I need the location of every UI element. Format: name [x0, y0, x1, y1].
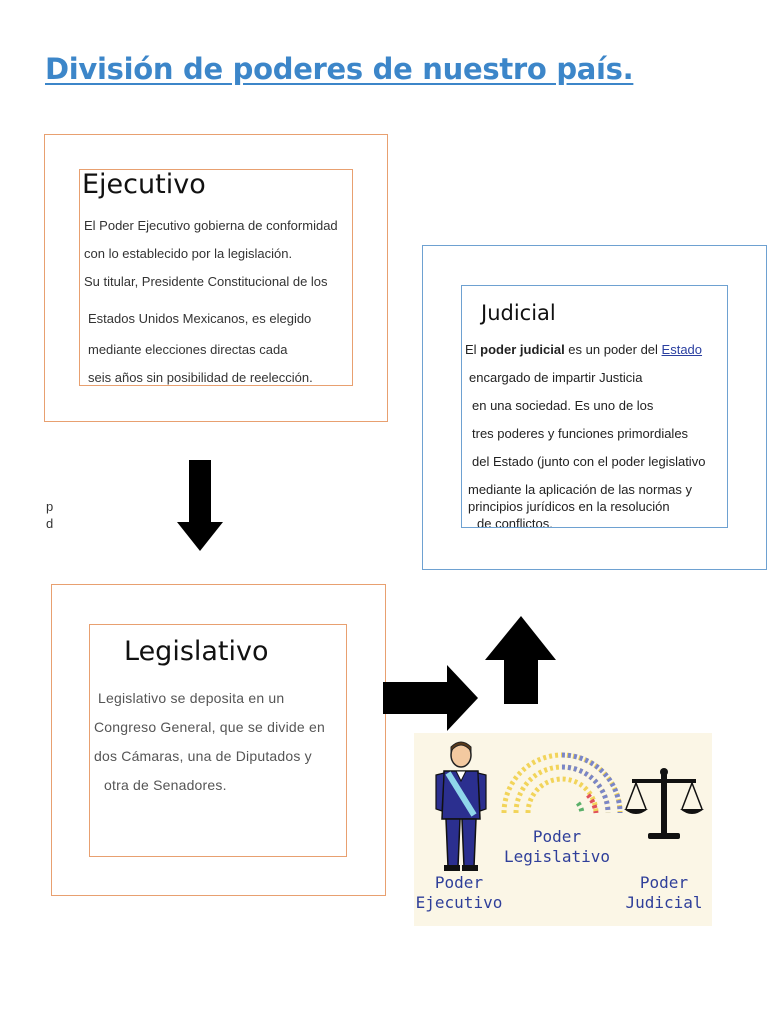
legislativo-text-line: dos Cámaras, una de Diputados y	[94, 748, 312, 764]
judicial-bold-term: poder judicial	[480, 342, 565, 357]
ejecutivo-text-line: con lo establecido por la legislación.	[84, 246, 293, 261]
label-line: Poder	[639, 873, 689, 892]
judicial-text-line: tres poderes y funciones primordiales	[472, 426, 689, 441]
ejecutivo-text-line: mediante elecciones directas cada	[88, 342, 288, 357]
legislativo-heading: Legislativo	[124, 636, 269, 667]
stray-text: d	[46, 516, 54, 531]
label-line: Poder	[434, 873, 484, 892]
legislativo-text-line: Legislativo se deposita en un	[98, 690, 285, 706]
judicial-text-line: mediante la aplicación de las normas y	[468, 482, 693, 497]
label-poder-ejecutivo	[414, 873, 504, 913]
ejecutivo-heading: Ejecutivo	[82, 169, 206, 200]
judicial-text-line: de conflictos.	[477, 516, 553, 528]
label-poder-judicial	[618, 873, 710, 913]
judicial-text-line: principios jurídicos en la resolución	[468, 499, 670, 514]
ejecutivo-text-line: seis años sin posibilidad de reelección.	[88, 370, 313, 385]
ejecutivo-text-line: Su titular, Presidente Constitucional de los	[84, 274, 328, 289]
judicial-line-middle: es un poder del	[564, 342, 662, 357]
scales-of-justice-icon	[622, 767, 706, 843]
judicial-text-line	[465, 342, 702, 357]
arrow-up-icon	[485, 616, 557, 704]
division-of-powers-illustration	[414, 733, 712, 926]
label-line: Judicial	[625, 893, 703, 912]
page-title: División de poderes de nuestro país.	[45, 52, 634, 86]
legislativo-text-line: otra de Senadores.	[104, 777, 227, 793]
ejecutivo-text-line: Estados Unidos Mexicanos, es elegido	[88, 311, 312, 326]
stray-text: p	[46, 499, 54, 514]
label-poder-legislativo	[502, 827, 612, 867]
judicial-text-line: en una sociedad. Es uno de los	[472, 398, 654, 413]
ejecutivo-text-line: El Poder Ejecutivo gobierna de conformidad	[84, 218, 338, 233]
judicial-text-line: del Estado (junto con el poder legislativo	[472, 454, 706, 469]
parliament-hemicycle-icon	[492, 743, 632, 815]
judicial-heading: Judicial	[481, 301, 556, 325]
label-line: Poder	[532, 827, 582, 846]
arrow-right-icon	[383, 664, 479, 732]
label-line: Ejecutivo	[415, 893, 503, 912]
judicial-line-prefix: El	[465, 342, 481, 357]
arrow-down-icon	[176, 460, 224, 552]
president-figure-icon	[434, 741, 488, 873]
estado-link[interactable]: Estado	[661, 342, 703, 357]
judicial-inner-frame	[461, 285, 728, 528]
judicial-text-line: encargado de impartir Justicia	[469, 370, 643, 385]
label-line: Legislativo	[504, 847, 610, 866]
legislativo-text-line: Congreso General, que se divide en	[94, 719, 325, 735]
